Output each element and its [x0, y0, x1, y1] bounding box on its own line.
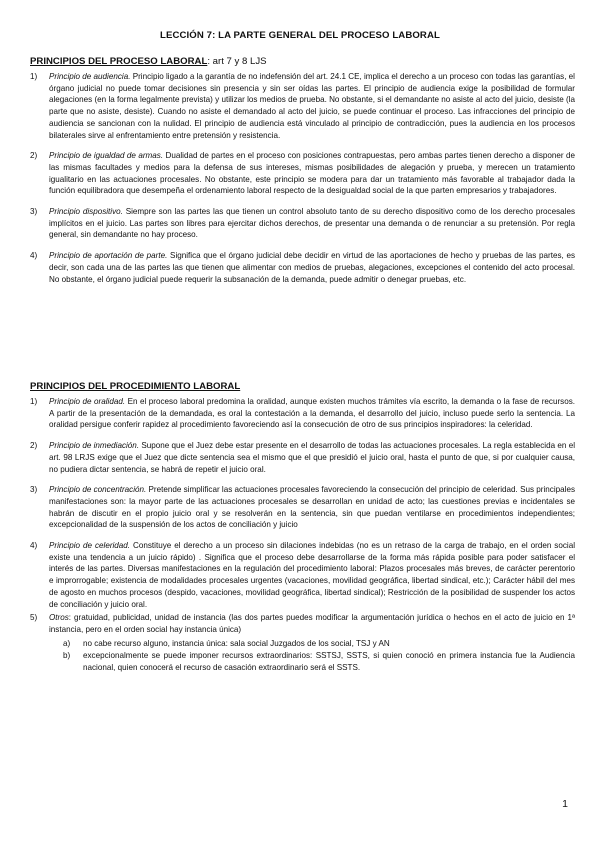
- item-text: Pretende simplificar las actuaciones procesales favoreciendo la consecución del principio de celeridad. Sus principales manifestaciones son: la mayor parte de las actuaciones procesales se desarrollan en unidad de acto; las cuestiones previas e incidentales se habrán de discutir en el propio juicio oral y se resolverán en la sentencia, sin que puedan ventilarse en procedimientos independientes; excepcionalidad de la suspensión de los actos de conciliación y juicio: [49, 485, 575, 530]
- item-term: Principio de igualdad de armas.: [49, 151, 164, 161]
- item-number: 1): [30, 72, 38, 81]
- list-item: [30, 540, 575, 610]
- item-number: 2): [30, 441, 38, 451]
- item-number: 4): [30, 251, 38, 261]
- list-item: [30, 206, 575, 241]
- list-item: [30, 484, 575, 531]
- item-term: Principio de audiencia.: [49, 72, 131, 81]
- sub-item-letter: b): [63, 651, 71, 661]
- item-text: Significa que el órgano judicial debe decidir en virtud de las aportaciones de hecho y pruebas de las partes, es decir, son cada una de las partes las que tienen que alimentar con medios de pruebas, alegaciones, excepciones el contenido del acto procesal. No obstante, el órgano judicial puede requerir la subsanación de la demanda, puede admitir o denegar pruebas, etc.: [49, 251, 575, 284]
- list-item: [30, 612, 575, 674]
- section-principios-procedimiento: [30, 381, 575, 683]
- section-heading-title: PRINCIPIOS DEL PROCEDIMIENTO LABORAL: [30, 381, 241, 392]
- section-heading: [30, 381, 575, 392]
- item-number: 3): [30, 207, 38, 217]
- sub-item-text: excepcionalmente se puede imponer recursos extraordinarios: SSTSJ, SSTS, si quien conoció en primera instancia fue la Audiencia nacional, quien conocerá el recurso de casación extraordinario será el SSTS.: [83, 651, 575, 673]
- section-principios-proceso: [30, 56, 575, 294]
- item-text: Principio ligado a la garantía de no indefensión del art. 24.1 CE, implica el derecho a un proceso con todas las garantías, el órgano judicial no puede tomar decisiones sin presencia y sin ser oídas las partes. El principio de audiencia exige la posibilidad de formular alegaciones (en la forma legalmente prevista) y utilizar los medios de prueba. No obstante, si el demandante no asiste al acto del juicio, desiste (la parte que no asiste, desiste). Cuando no asiste el demandado al acto del juicio, se puede continuar el proceso. Las infracciones del principio de audiencia se sancionan con la nulidad. El principio de audiencia está vinculado al principio de contradicción, pues la audiencia en los procesos bilaterales sirve al enfrentamiento entre pretensión y resistencia.: [49, 72, 575, 140]
- section-heading: [30, 56, 575, 67]
- item-text: Siempre son las partes las que tienen un control absoluto tanto de su derecho dispositivo como de los derecho procesales implícitos en el juicio. Las partes son libres para ejercitar dichos derechos, de presentar una demanda o de renunciar a su pretensión. Por regla general, sin demandante no hay proceso.: [49, 207, 575, 240]
- item-text: Constituye el derecho a un proceso sin dilaciones indebidas (no es un retraso de la carga de trabajo, en el orden social existe una tendencia a un juicio rápido) . Significa que el proceso debe desarrollarse de la forma más rápida posible para poder satisfacer el interés de las partes. Diversas manifestaciones en la regulación del procedimiento laboral: Plazos procesales más breves, de carácter perentorio e improrrogable; existencia de modalidades procesales urgentes (vacaciones, movilidad geográfica, libertad sindical, etc.); Carácter hábil del mes de agosto en muchos procesos (despido, vacaciones, movilidad geográfica, libertad sindical); Restricción de la posibilidad de suspender los actos de conciliación y juicio oral.: [49, 541, 575, 609]
- item-text: : gratuidad, publicidad, unidad de instancia (las dos partes puedes modificar la argumentación jurídica o hechos en el acto de juicio en 1ª instancia, pero en el orden social hay instancia única): [49, 613, 575, 634]
- sub-list-item: [49, 650, 575, 673]
- item-term: Principio de inmediación.: [49, 441, 140, 451]
- item-term: Principio de aportación de parte.: [49, 251, 168, 261]
- section-heading-suffix: : art 7 y 8 LJS: [207, 56, 267, 67]
- item-number: 3): [30, 485, 38, 495]
- section-heading-title: PRINCIPIOS DEL PROCESO LABORAL: [30, 56, 208, 67]
- sub-list-item: [49, 638, 575, 650]
- sub-list: [49, 638, 575, 674]
- list-item: [30, 150, 575, 197]
- list-item: [30, 71, 575, 141]
- item-number: 2): [30, 151, 38, 161]
- item-term: Principio de oralidad.: [49, 397, 126, 406]
- item-term: Principio dispositivo.: [49, 207, 123, 217]
- list-item: [30, 396, 575, 431]
- page-number: 1: [562, 798, 568, 810]
- item-number: 5): [30, 613, 38, 623]
- item-term: Principio de concentración.: [49, 485, 147, 495]
- item-number: 1): [30, 397, 38, 406]
- item-text: Dualidad de partes en el proceso con posiciones contrapuestas, pero ambas partes tienen derecho a disponer de las mismas facultades y medios para la defensa de sus intereses, mismas posibilidades de alegación y prueba, y merecen un tratamiento igualitario en las actuaciones procesales. No obstante, este principio se modera para dar un tratamiento más favorable al trabajador dada la función equilibradora que desempeña el ordenamiento laboral respecto de la desigualdad social de la que parten empresarios y trabajadores.: [49, 151, 575, 196]
- list-item: [30, 440, 575, 475]
- list-item: [30, 250, 575, 285]
- sub-item-letter: a): [63, 638, 71, 648]
- sub-item-text: no cabe recurso alguno, instancia única: sala social Juzgados de los social, TSJ y AN: [83, 638, 390, 648]
- item-term: Principio de celeridad.: [49, 541, 131, 551]
- item-text: En el proceso laboral predomina la oralidad, aunque existen muchos trámites vía escrito, la demanda o la fase de recursos. A partir de la presentación de la demandada, es oral la contestación a la demanda, el desarrollo del juicio, incluso puede serlo la sentencia. La oralidad persigue conferir rapidez al procedimiento favoreciendo así la consecución de otro de sus principios inspiradores: la celeridad.: [49, 397, 576, 430]
- item-term: Otros: [49, 613, 69, 623]
- page-title: LECCIÓN 7: LA PARTE GENERAL DEL PROCESO LABORAL: [160, 30, 440, 41]
- item-text: Supone que el Juez debe estar presente en el desarrollo de todas las actuaciones procesales. La regla establecida en el art. 98 LRJS exige que el Juez que dicte sentencia sea el mismo que el que presidió el juicio oral, hasta el punto de que, si por cualquier causa, no pudiera dictar sentencia, se habrá de repetir el juicio oral.: [49, 441, 575, 474]
- item-number: 4): [30, 541, 38, 551]
